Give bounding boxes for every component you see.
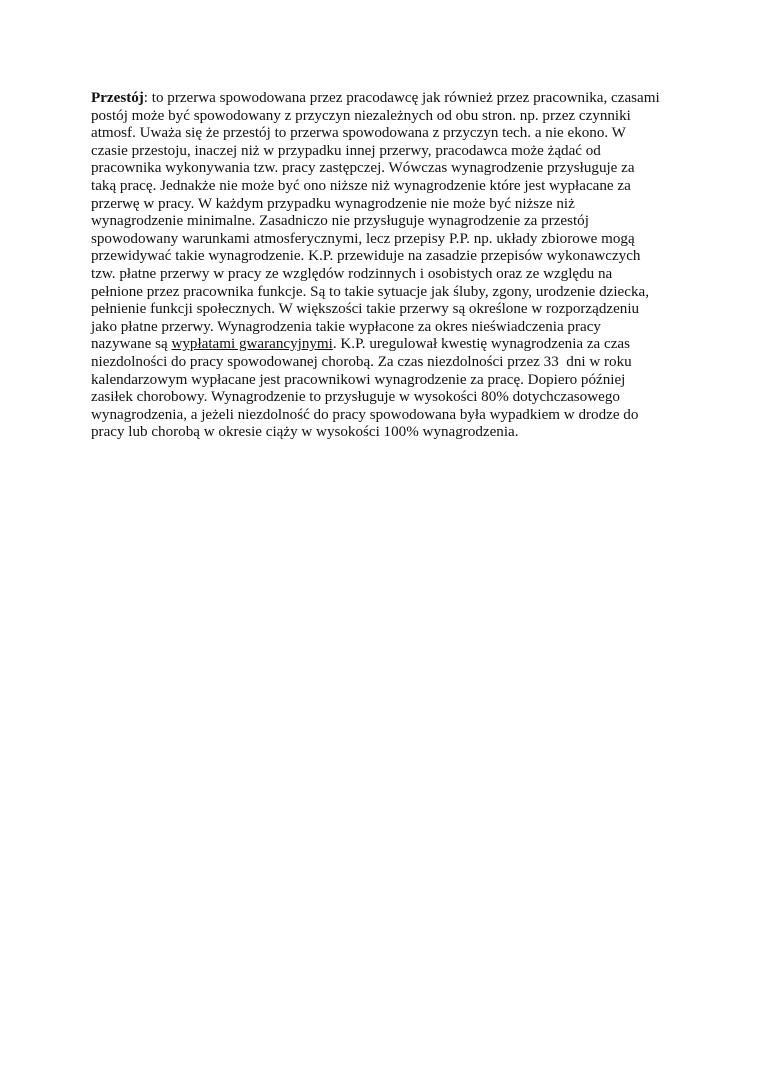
paragraph-line — [91, 336, 671, 354]
paragraph-line: przerwę w pracy. W każdym przypadku wynagrodzenie nie może być niższe niż — [91, 195, 575, 212]
paragraph-line: atmosf. Uważa się że przestój to przerwa spowodowana z przyczyn tech. a nie ekono. W — [91, 125, 626, 142]
paragraph-line: kalendarzowym wypłacane jest pracownikowi wynagrodzenie za pracę. Dopiero później — [91, 371, 626, 388]
paragraph-line: czasie przestoju, inaczej niż w przypadku innej przerwy, pracodawca może żądać od — [91, 142, 601, 159]
paragraph-line: jako płatne przerwy. Wynagrodzenia takie wypłacone za okres nieświadczenia pracy — [91, 318, 601, 335]
paragraph-line: spowodowany warunkami atmosferycznymi, lecz przepisy P.P. np. układy zbiorowe mogą — [91, 230, 635, 247]
paragraph-line: wynagrodzenie minimalne. Zasadniczo nie przysługuje wynagrodzenie za przestój — [91, 213, 589, 230]
underlined-term: wypłatami gwarancyjnymi — [171, 336, 333, 353]
line-text: : to przerwa spowodowana przez pracodawcę jak również przez pracownika, czasami — [143, 90, 660, 106]
line-text: . K.P. uregulował kwestię wynagrodzenia za czas — [332, 336, 631, 353]
line-text: nazywane są — [91, 336, 172, 353]
document-paragraph — [91, 90, 671, 442]
paragraph-line: postój może być spowodowany z przyczyn niezależnych od obu stron. np. przez czynniki — [91, 107, 631, 124]
paragraph-line: wynagrodzenia, a jeżeli niezdolność do pracy spowodowana była wypadkiem w drodze do — [91, 406, 639, 423]
paragraph-line — [91, 90, 671, 108]
paragraph-line: tzw. płatne przerwy w pracy ze względów rodzinnych i osobistych oraz ze względu na — [91, 265, 613, 282]
paragraph-line: pełnienie funkcji społecznych. W większości takie przerwy są określone w rozporządzeniu — [91, 301, 640, 318]
paragraph-line: pracownika wykonywania tzw. pracy zastępczej. Wówczas wynagrodzenie przysługuje za — [91, 160, 635, 177]
term-heading: Przestój — [91, 90, 144, 106]
paragraph-line: niezdolności do pracy spowodowanej chorobą. Za czas niezdolności przez 33 dni w roku — [91, 353, 632, 370]
paragraph-line: przewidywać takie wynagrodzenie. K.P. przewiduje na zasadzie przepisów wykonawczych — [91, 248, 641, 265]
paragraph-line: taką pracę. Jednakże nie może być ono niższe niż wynagrodzenie które jest wypłacane za — [91, 177, 631, 194]
paragraph-line: pełnione przez pracownika funkcje. Są to takie sytuacje jak śluby, zgony, urodzenie dziecka, — [91, 283, 649, 300]
paragraph-line: zasiłek chorobowy. Wynagrodzenie to przysługuje w wysokości 80% dotychczasowego — [91, 389, 620, 406]
paragraph-line: pracy lub chorobą w okresie ciąży w wysokości 100% wynagrodzenia. — [91, 424, 519, 441]
